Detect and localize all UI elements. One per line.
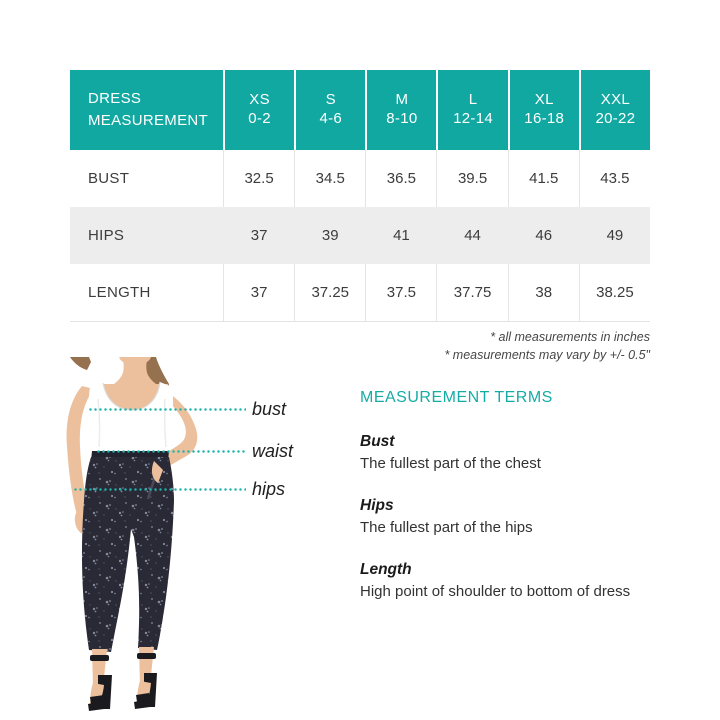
size-name: M <box>395 91 409 109</box>
length-value-l: 37.75 <box>436 264 507 321</box>
length-value-xl: 38 <box>508 264 579 321</box>
size-range: 12-14 <box>453 110 493 127</box>
hips-label: hips <box>252 479 286 499</box>
size-name: XXL <box>600 91 631 109</box>
size-range: 8-10 <box>386 110 418 127</box>
length-value-s: 37.25 <box>294 264 365 321</box>
header-cell-s <box>294 70 365 150</box>
hips-value-xl: 46 <box>508 207 579 264</box>
bust-measure-line <box>88 408 246 411</box>
bust-value-l: 39.5 <box>436 150 507 207</box>
size-table-header-row <box>70 70 650 150</box>
term-hips <box>360 495 665 538</box>
hips-value-m: 41 <box>365 207 436 264</box>
model-pants <box>82 451 174 652</box>
term-definition: High point of shoulder to bottom of dress <box>360 583 631 600</box>
size-range: 16-18 <box>524 110 565 127</box>
bust-value-xl: 41.5 <box>508 150 579 207</box>
header-cell-xl <box>508 70 579 150</box>
header-cell-xxl <box>579 70 650 150</box>
bust-value-xs: 32.5 <box>223 150 294 207</box>
length-value-xxl: 38.25 <box>579 264 650 321</box>
term-name: Bust <box>360 433 395 450</box>
hips-value-xxl: 49 <box>579 207 650 264</box>
table-row-length <box>70 264 650 321</box>
size-table <box>70 70 650 322</box>
term-bust <box>360 431 665 474</box>
hips-value-s: 39 <box>294 207 365 264</box>
size-name: L <box>468 91 478 109</box>
hips-value-xs: 37 <box>223 207 294 264</box>
term-definition: The fullest part of the hips <box>360 519 533 536</box>
footnote-inches: * all measurements in inches <box>490 330 650 344</box>
waist-measure-line <box>96 450 246 453</box>
measurement-terms <box>360 389 665 623</box>
model-feet <box>88 647 157 711</box>
footnotes <box>444 329 650 365</box>
term-definition: The fullest part of the chest <box>360 455 541 472</box>
table-row-bust <box>70 150 650 207</box>
bust-value-s: 34.5 <box>294 150 365 207</box>
size-name: XL <box>534 91 554 109</box>
length-value-m: 37.5 <box>365 264 436 321</box>
header-cell-l <box>436 70 507 150</box>
row-label: HIPS <box>70 207 223 264</box>
term-length <box>360 559 665 602</box>
footnote-variance: * measurements may vary by +/- 0.5" <box>444 347 650 362</box>
bust-value-xxl: 43.5 <box>579 150 650 207</box>
size-name: XS <box>249 91 270 109</box>
measurement-terms-title: MEASUREMENT TERMS <box>360 389 553 406</box>
length-value-xs: 37 <box>223 264 294 321</box>
waist-label: waist <box>252 441 294 461</box>
row-label: BUST <box>88 170 130 187</box>
hips-measure-line <box>73 488 246 491</box>
size-range: 4-6 <box>319 110 343 127</box>
table-row-hips <box>70 207 650 264</box>
header-cell-dress-measurement: DRESS MEASUREMENT <box>70 70 223 150</box>
bust-label: bust <box>252 399 287 419</box>
model-photo <box>50 357 245 718</box>
size-name: S <box>325 91 336 109</box>
header-cell-xs <box>223 70 294 150</box>
hips-value-l: 44 <box>436 207 507 264</box>
size-range: 20-22 <box>595 110 636 127</box>
bust-value-m: 36.5 <box>365 150 436 207</box>
row-label: LENGTH <box>88 284 151 301</box>
size-range: 0-2 <box>248 110 271 127</box>
term-name: Hips <box>360 497 394 514</box>
header-cell-m <box>365 70 436 150</box>
term-name: Length <box>360 561 412 578</box>
